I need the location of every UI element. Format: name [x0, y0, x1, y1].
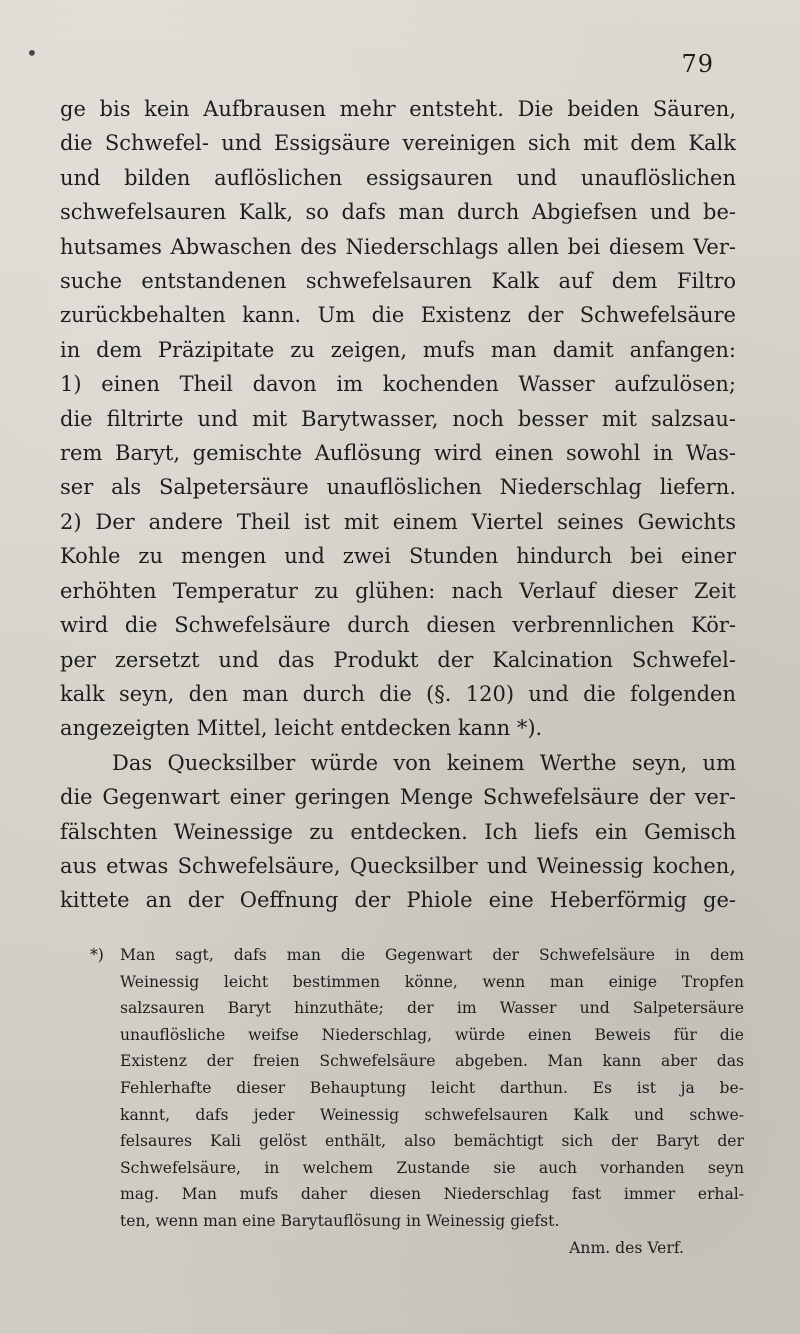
- text-line: in dem Präzipitate zu zeigen, mufs man damit anfangen:: [60, 337, 736, 362]
- footnote-line: Weinessig leicht bestimmen könne, wenn man einige Tropfen: [120, 972, 744, 991]
- footnote-line: kannt, dafs jeder Weinessig schwefelsauren Kalk und schwe-: [120, 1105, 744, 1124]
- text-line: ser als Salpetersäure unauflöslichen Niederschlag liefern.: [60, 475, 736, 500]
- text-line: kalk seyn, den man durch die (§. 120) und die folgenden: [60, 681, 736, 706]
- text-line: wird die Schwefelsäure durch diesen verbrennlichen Kör-: [60, 613, 736, 638]
- text-line: fälschten Weinessige zu entdecken. Ich liefs ein Gemisch: [60, 819, 736, 844]
- text-line: die Schwefel- und Essigsäure vereinigen sich mit dem Kalk: [60, 131, 736, 156]
- footnote-signature: Anm. des Verf.: [569, 1238, 684, 1257]
- footnote-line: [90, 942, 744, 969]
- text-line: 1) einen Theil davon im kochenden Wasser aufzulösen;: [60, 372, 736, 397]
- footnote-line: felsaures Kali gelöst enthält, also bemächtigt sich der Baryt der: [120, 1132, 744, 1151]
- text-line: suche entstandenen schwefelsauren Kalk auf dem Filtro: [60, 269, 736, 294]
- footnote-marker: *): [90, 946, 104, 964]
- footnote-line: Fehlerhafte dieser Behauptung leicht darthun. Es ist ja be-: [120, 1078, 744, 1097]
- footnote-line: Schwefelsäure, in welchem Zustande sie auch vorhanden seyn: [120, 1158, 744, 1177]
- main-text: [60, 92, 736, 918]
- margin-mark: •: [26, 41, 38, 65]
- footnote-line: unauflösliche weifse Niederschlag, würde einen Beweis für die: [120, 1025, 744, 1044]
- text-line-paragraph-start: Das Quecksilber würde von keinem Werthe seyn, um: [112, 750, 736, 775]
- text-line: kittete an der Oeffnung der Phiole eine Heberförmig ge-: [60, 888, 736, 913]
- text-line: zurückbehalten kann. Um die Existenz der Schwefelsäure: [60, 303, 736, 328]
- text-line: die Gegenwart einer geringen Menge Schwefelsäure der ver-: [60, 785, 736, 810]
- page-number: 79: [681, 50, 714, 78]
- footnote-line: Existenz der freien Schwefelsäure abgeben. Man kann aber das: [120, 1052, 744, 1071]
- text-line: ge bis kein Aufbrausen mehr entsteht. Die beiden Säuren,: [60, 97, 736, 121]
- text-line: hutsames Abwaschen des Niederschlags allen bei diesem Ver-: [60, 234, 736, 259]
- text-line: 2) Der andere Theil ist mit einem Viertel seines Gewichts: [60, 509, 736, 534]
- text-line: schwefelsauren Kalk, so dafs man durch Abgiefsen und be-: [60, 200, 736, 225]
- text-line: per zersetzt und das Produkt der Kalcination Schwefel-: [60, 647, 736, 672]
- text-line-paragraph-end: angezeigten Mittel, leicht entdecken kann *).: [60, 716, 543, 741]
- footnote: [90, 942, 744, 1261]
- text-line: erhöhten Temperatur zu glühen: nach Verlauf dieser Zeit: [60, 578, 736, 603]
- text-line: rem Baryt, gemischte Auflösung wird einen sowohl in Was-: [60, 441, 736, 466]
- text-line: die filtrirte und mit Barytwasser, noch besser mit salzsau-: [60, 406, 736, 431]
- text-line: Kohle zu mengen und zwei Stunden hindurch bei einer: [60, 544, 736, 569]
- footnote-line: ten, wenn man eine Barytauflösung in Weinessig giefst.: [120, 1211, 560, 1230]
- text-line: und bilden auflöslichen essigsauren und unauflöslichen: [60, 165, 736, 190]
- footnote-line: salzsauren Baryt hinzuthäte; der im Wasser und Salpetersäure: [120, 999, 744, 1018]
- footnote-line-text: Man sagt, dafs man die Gegenwart der Schwefelsäure in dem: [120, 946, 744, 964]
- footnote-line: mag. Man mufs daher diesen Niederschlag fast immer erhal-: [120, 1185, 744, 1204]
- text-line: aus etwas Schwefelsäure, Quecksilber und Weinessig kochen,: [60, 853, 736, 878]
